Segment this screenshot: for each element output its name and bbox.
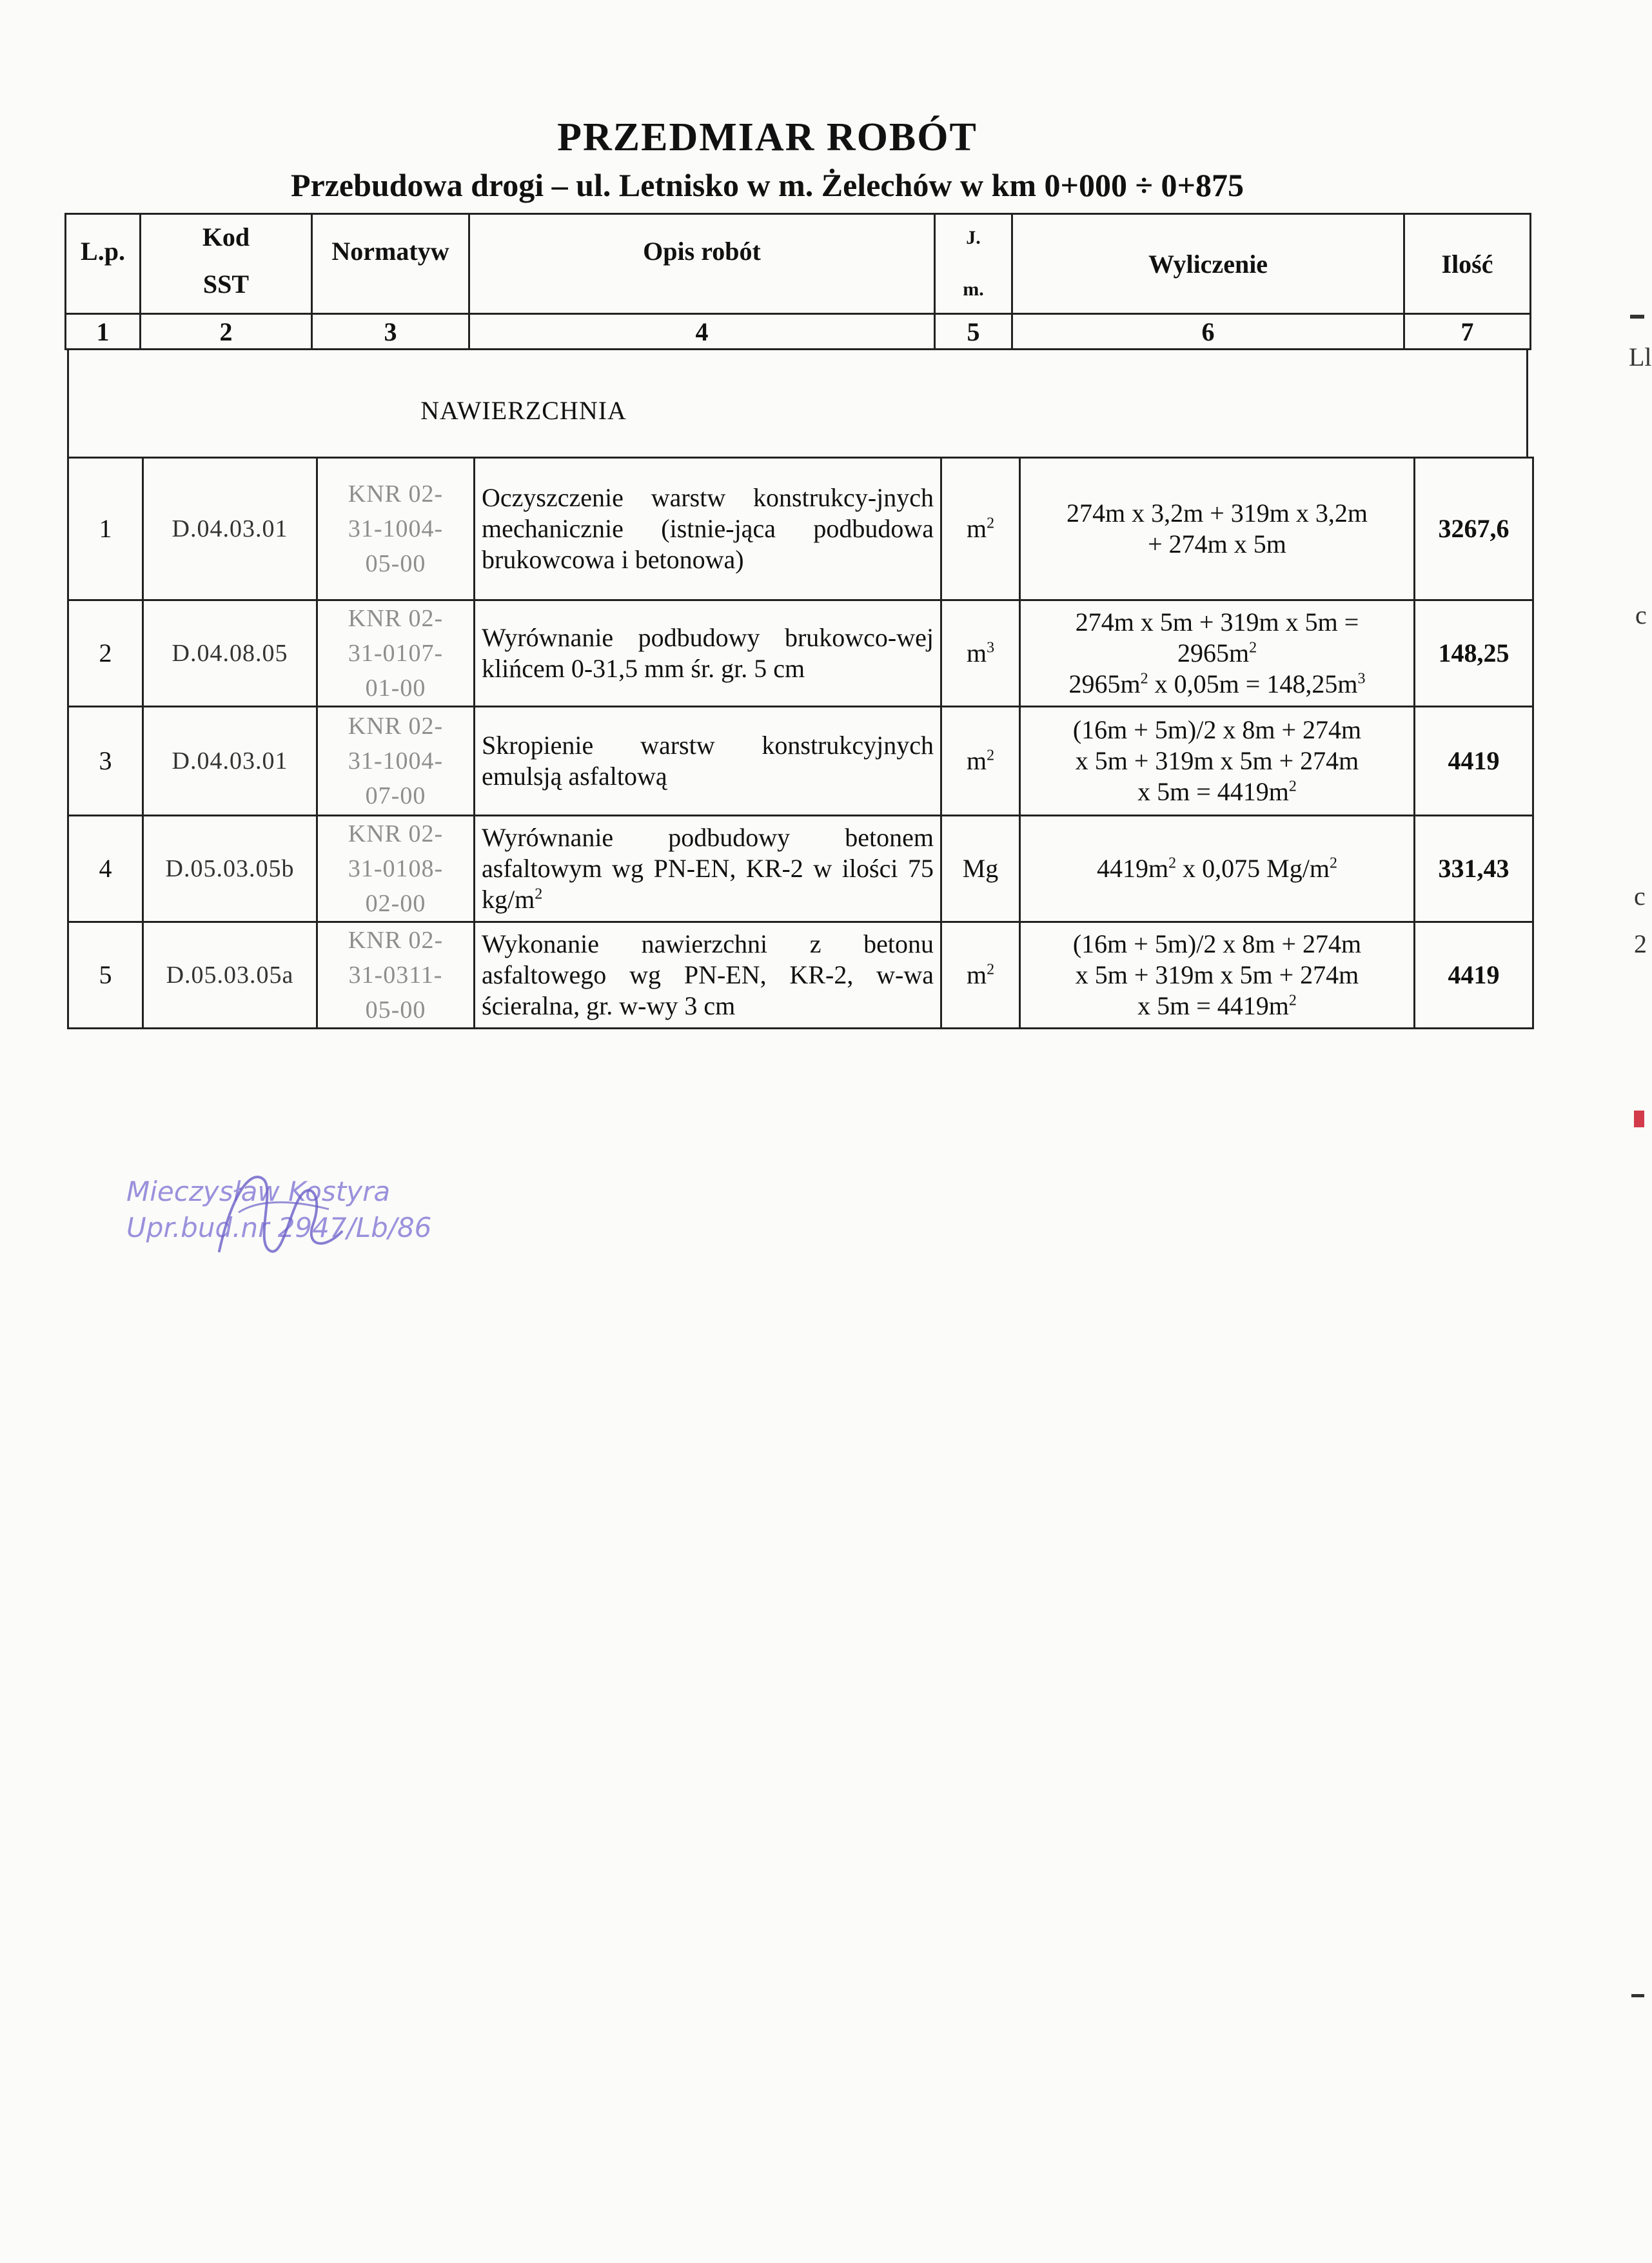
stamp-name: Mieczysław Kostyra: [126, 1176, 391, 1207]
column-number: 2: [141, 314, 312, 350]
header-ilosc: Ilość: [1404, 214, 1531, 314]
header-table: [64, 213, 1531, 350]
cell-jm: $m^2$: [941, 458, 1020, 600]
table-row: [68, 816, 1533, 922]
cell-kod: D.05.03.05b: [143, 816, 317, 922]
column-number: 6: [1012, 314, 1404, 350]
cell-normatyw: KNR 02- 31-0107- 01-00: [317, 600, 475, 707]
cell-jm: $m^2$: [941, 922, 1020, 1029]
table-row: [68, 922, 1533, 1029]
header-opis: Opis robót: [469, 214, 935, 314]
cell-jm: $m^2$: [941, 707, 1020, 816]
cell-wyliczenie: (16m + 5m)/2 x 8m + 274m x 5m + 319m x 5m + 274m x $5m = 4419m^2$: [1020, 922, 1415, 1029]
cell-jm: $m^3$: [941, 600, 1020, 707]
cell-ilosc: 148,25: [1415, 600, 1533, 707]
scan-edge-text: c: [1634, 882, 1646, 911]
cell-ilosc: 4419: [1415, 922, 1533, 1029]
scan-edge-mark: [1630, 315, 1644, 319]
scan-edge-text: c: [1635, 600, 1647, 629]
column-number: 1: [66, 314, 141, 350]
cell-lp: 5: [68, 922, 143, 1029]
scan-edge-mark: [1634, 1111, 1644, 1127]
column-number: 7: [1404, 314, 1531, 350]
header-normatyw: Normatyw: [312, 214, 469, 314]
header-lp: L.p.: [66, 214, 141, 314]
cell-ilosc: 3267,6: [1415, 458, 1533, 600]
header-wyliczenie: Wyliczenie: [1012, 214, 1404, 314]
scan-edge-text: 2: [1634, 929, 1647, 958]
header-kod: Kod SST: [141, 214, 312, 314]
cell-opis: Skropienie warstw konstrukcyjnych emulsją asfaltową: [475, 707, 941, 816]
cell-opis: Oczyszczenie warstw konstrukcy-jnych mechanicznie (istnie-jąca podbudowa brukowcowa i betonowa): [475, 458, 941, 600]
cell-kod: D.04.08.05: [143, 600, 317, 707]
cell-kod: D.04.03.01: [143, 458, 317, 600]
cell-lp: 3: [68, 707, 143, 816]
cell-ilosc: 331,43: [1415, 816, 1533, 922]
cell-kod: D.05.03.05a: [143, 922, 317, 1029]
page-title: PRZEDMIAR ROBÓT: [557, 115, 978, 159]
cell-opis: Wyrównanie podbudowy betonem asfaltowym wg PN-EN, KR-2 w ilości 75 $kg/m^2$: [475, 816, 941, 922]
items-table: [67, 457, 1534, 1029]
scan-edge-text: Ll: [1629, 342, 1652, 371]
cell-lp: 4: [68, 816, 143, 922]
section-title: NAWIERZCHNIA: [420, 396, 627, 425]
cell-kod: D.04.03.01: [143, 707, 317, 816]
cell-opis: Wykonanie nawierzchni z betonu asfaltowego wg PN-EN, KR-2, w-wa ścieralna, gr. w-wy 3 cm: [475, 922, 941, 1029]
page-subtitle: Przebudowa drogi – ul. Letnisko w m. Żelechów w km 0+000 ÷ 0+875: [291, 167, 1244, 203]
table-row: [68, 458, 1533, 600]
column-number: 5: [935, 314, 1012, 350]
cell-jm: Mg: [941, 816, 1020, 922]
scan-edge-mark: [1631, 1994, 1644, 1997]
stamp-license: Upr.bud.nr 2947/Lb/86: [126, 1212, 432, 1243]
header-jm: J. m.: [935, 214, 1012, 314]
cell-wyliczenie: 274m x 5m + 319m x 5m = $2965m^2$ $2965m^2$ x $0,05m = 148,25m^3$: [1020, 600, 1415, 707]
cell-lp: 1: [68, 458, 143, 600]
column-number: 3: [312, 314, 469, 350]
cell-wyliczenie: (16m + 5m)/2 x 8m + 274m x 5m + 319m x 5m + 274m x $5m = 4419m^2$: [1020, 707, 1415, 816]
cell-ilosc: 4419: [1415, 707, 1533, 816]
cell-wyliczenie: $4419m^2$ x 0,075 $Mg/m^2$: [1020, 816, 1415, 922]
section-row: [67, 348, 1528, 458]
cell-normatyw: KNR 02- 31-0311- 05-00: [317, 922, 475, 1029]
cell-opis: Wyrównanie podbudowy brukowco-wej klińcem 0-31,5 mm śr. gr. 5 cm: [475, 600, 941, 707]
cell-normatyw: KNR 02- 31-1004- 07-00: [317, 707, 475, 816]
cell-normatyw: KNR 02- 31-1004- 05-00: [317, 458, 475, 600]
cell-lp: 2: [68, 600, 143, 707]
cell-wyliczenie: 274m x 3,2m + 319m x 3,2m + 274m x 5m: [1020, 458, 1415, 600]
table-row: [68, 707, 1533, 816]
signature-scribble: [193, 1154, 361, 1264]
table-row: [68, 600, 1533, 707]
column-number: 4: [469, 314, 935, 350]
cell-normatyw: KNR 02- 31-0108- 02-00: [317, 816, 475, 922]
